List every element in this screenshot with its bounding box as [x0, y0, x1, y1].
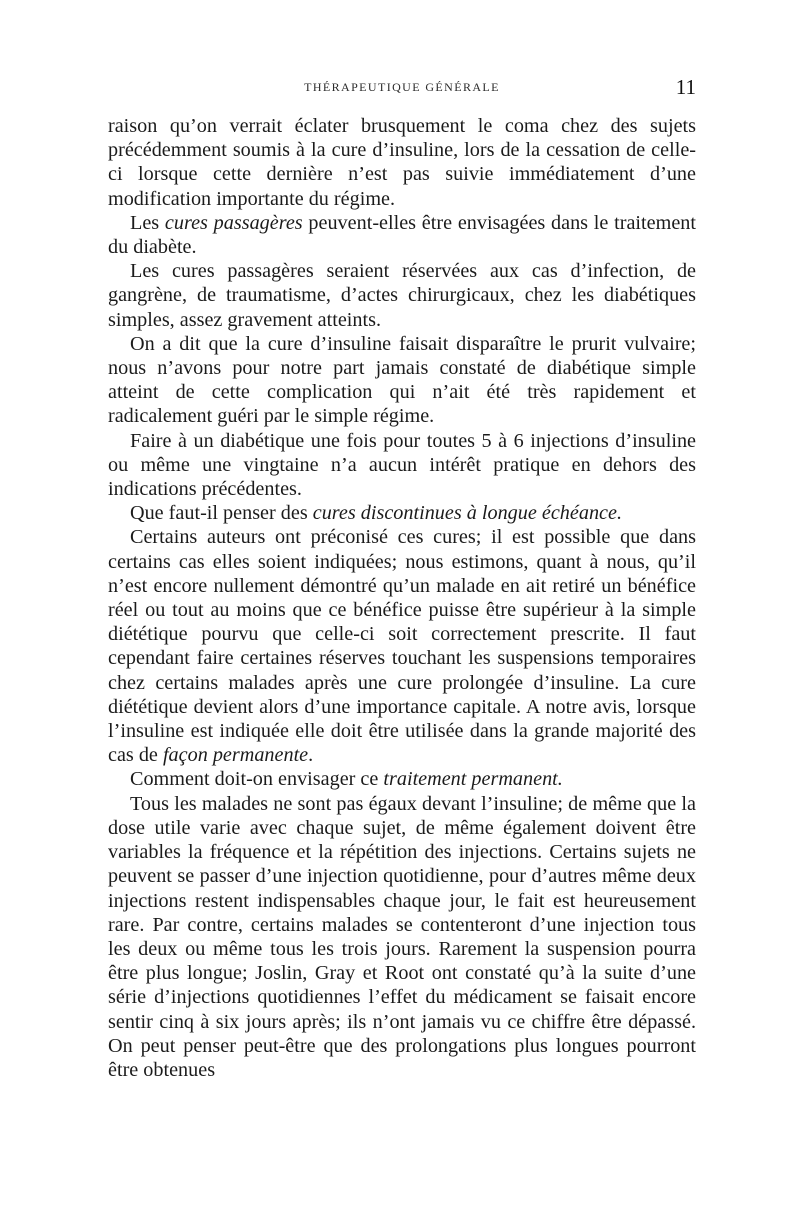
italic-emphasis: traitement permanent. [383, 768, 563, 791]
italic-emphasis: cures discontinues à longue échéance. [312, 502, 623, 525]
paragraph-text: Que faut-il penser des [130, 502, 313, 525]
paragraph-text: Tous les malades ne sont pas égaux devant l’insuline; de même que la dose utile varie avec chaque sujet, de même également doivent être variables la fréquence et la répétition des injections. Certains sujets ne peuvent se passer d’une injection quotidienne, pour d’autres même deux injections restent indispensables chaque jour, le fait est heureusement rare. Par contre, certains malades se contenteront d’une injection tous les deux ou même tous les trois jours. Rarement la suspension pourra être plus longue; Joslin, Gray et Root ont constaté qu’à la suite d’une série d’injections quotidiennes l’effet du médicament se faisait encore sentir cinq à six jours après; ils n’ont jamais vu ce chiffre être dépassé. On peut penser peut-être que des prolongations plus longues pourront être obtenues [108, 792, 696, 1081]
paragraph-text: Les cures passagères seraient réservées aux cas d’infection, de gangrène, de traumatisme, d’actes chirurgicaux, chez les diabétiques simples, assez gravement atteints. [108, 260, 696, 331]
running-title: THÉRAPEUTIQUE GÉNÉRALE [304, 80, 500, 94]
paragraph-text: Certains auteurs ont préconisé ces cures; il est possible que dans certains cas elles soient indiquées; nous estimons, quant à nous, qu’il n’est encore nullement démontré qu’un malade en ait retiré un bénéfice réel ou tout au moins que ce bénéfice puisse être supérieur à la simple diététique pourvu que celle-ci soit correctement prescrite. Il faut cependant faire certaines réserves touchant les suspensions temporaires chez certains malades après une cure prolongée d’insuline. La cure diététique devient alors d’une importance capitale. A notre avis, lorsque l’insuline est indiquée elle doit être utilisée dans la grande majorité des cas de [108, 526, 696, 767]
paragraph-6 [108, 501, 696, 525]
page-number: 11 [675, 75, 696, 99]
paragraph-2 [108, 211, 696, 259]
running-head [108, 75, 696, 102]
paragraph-text: . [308, 744, 314, 767]
paragraph-text: raison qu’on verrait éclater brusquement le coma chez des sujets précédemment soumis à la cure d’insuline, lors de la cessation de celle-ci lorsque cette dernière n’est pas suivie immédiatement d’une modification importante du régime. [108, 115, 696, 210]
paragraph-text: Les [130, 211, 165, 234]
paragraph-3 [108, 259, 696, 332]
paragraph-text: peuvent-elles être envisagées dans le traitement du diabète. [108, 211, 696, 259]
paragraph-text: On a dit que la cure d’insuline faisait disparaître le prurit vulvaire; nous n’avons pour notre part jamais constaté de diabétique simple atteint de cette complication qui n’ait été très rapidement et radicalement guéri par le simple régime. [108, 332, 696, 428]
paragraph-1 [108, 114, 696, 211]
italic-emphasis: façon permanente [162, 744, 309, 767]
paragraph-9 [108, 792, 696, 1082]
paragraph-text: Faire à un diabétique une fois pour toutes 5 à 6 injections d’insuline ou même une vingtaine n’a aucun intérêt pratique en dehors des indications précédentes. [108, 429, 696, 501]
paragraph-5 [108, 429, 696, 502]
paragraph-8 [108, 767, 696, 791]
paragraph-text: Comment doit-on envisager ce [130, 768, 384, 791]
body-text [108, 114, 696, 1082]
paragraph-4 [108, 332, 696, 429]
italic-emphasis: cures passagères [164, 211, 303, 234]
paragraph-7 [108, 525, 696, 767]
